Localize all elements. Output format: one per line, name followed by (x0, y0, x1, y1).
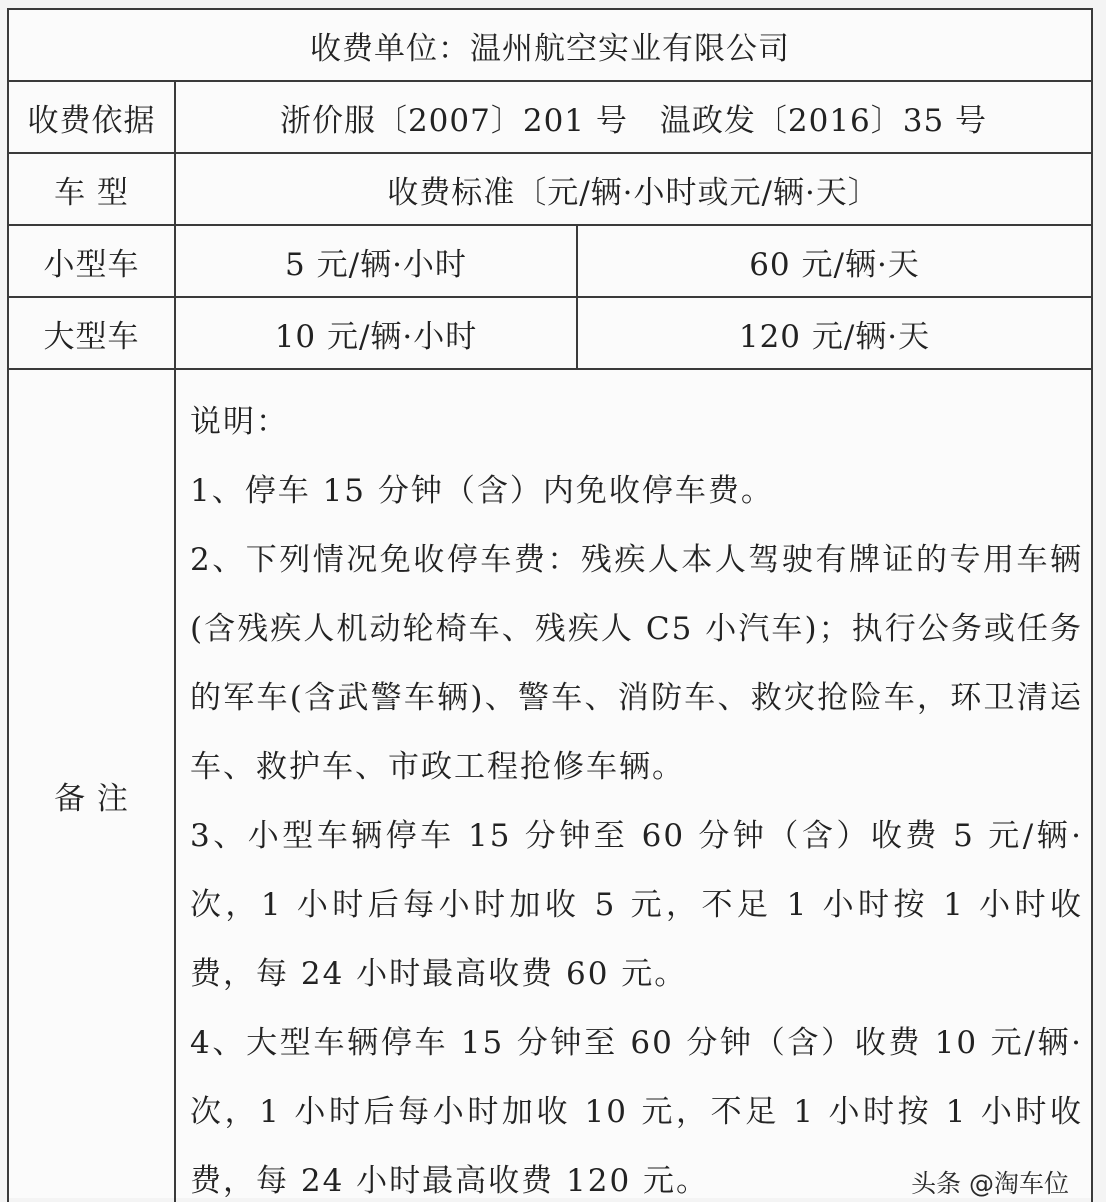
daily-rate-cell: 120 元/辆·天 (577, 297, 1092, 369)
rate-row-large-vehicle (8, 297, 1092, 369)
charging-unit-value: 温州航空实业有限公司 (470, 30, 791, 67)
column-header-row (8, 153, 1092, 225)
remarks-content (175, 369, 1092, 1202)
remarks-item: 2、下列情况免收停车费：残疾人本人驾驶有牌证的专用车辆(含残疾人机动轮椅车、残疾人 C5 小汽车)；执行公务或任务的军车(含武警车辆)、警车、消防车、救灾抢险车，环卫清运车、救护车、市政工程抢修车辆。 (190, 542, 1084, 785)
charging-basis-row (8, 81, 1092, 153)
charging-basis-value: 浙价服〔2007〕201 号 温政发〔2016〕35 号 (175, 81, 1092, 153)
fee-notice-sheet (7, 8, 1091, 1198)
vehicle-type-header: 车 型 (8, 153, 175, 225)
remarks-item: 1、停车 15 分钟（含）内免收停车费。 (190, 473, 774, 509)
vehicle-type-cell: 大型车 (8, 297, 175, 369)
charging-unit-label: 收费单位 (310, 30, 439, 67)
remarks-heading: 说明： (190, 404, 289, 440)
charging-unit-cell (8, 9, 1092, 81)
hourly-rate-cell: 5 元/辆·小时 (175, 225, 577, 297)
vehicle-type-cell: 小型车 (8, 225, 175, 297)
remarks-item: 4、大型车辆停车 15 分钟至 60 分钟（含）收费 10 元/辆·次，1 小时后每小时加收 10 元，不足 1 小时按 1 小时收费，每 24 小时最高收费 120 元。 (190, 1025, 1084, 1199)
remarks-item: 3、小型车辆停车 15 分钟至 60 分钟（含）收费 5 元/辆·次，1 小时后每小时加收 5 元，不足 1 小时按 1 小时收费，每 24 小时最高收费 60 元。 (190, 818, 1084, 992)
rate-row-small-vehicle (8, 225, 1092, 297)
remarks-row (8, 369, 1092, 1202)
remarks-label: 备 注 (8, 369, 175, 1202)
charging-unit-separator: ： (438, 30, 471, 67)
hourly-rate-cell: 10 元/辆·小时 (175, 297, 577, 369)
charging-unit-row (8, 9, 1092, 81)
source-watermark: 头条 @淘车位 (911, 1169, 1070, 1198)
parking-fee-table (7, 8, 1093, 1202)
charging-basis-label: 收费依据 (8, 81, 175, 153)
daily-rate-cell: 60 元/辆·天 (577, 225, 1092, 297)
fee-standard-header: 收费标准〔元/辆·小时或元/辆·天〕 (175, 153, 1092, 225)
